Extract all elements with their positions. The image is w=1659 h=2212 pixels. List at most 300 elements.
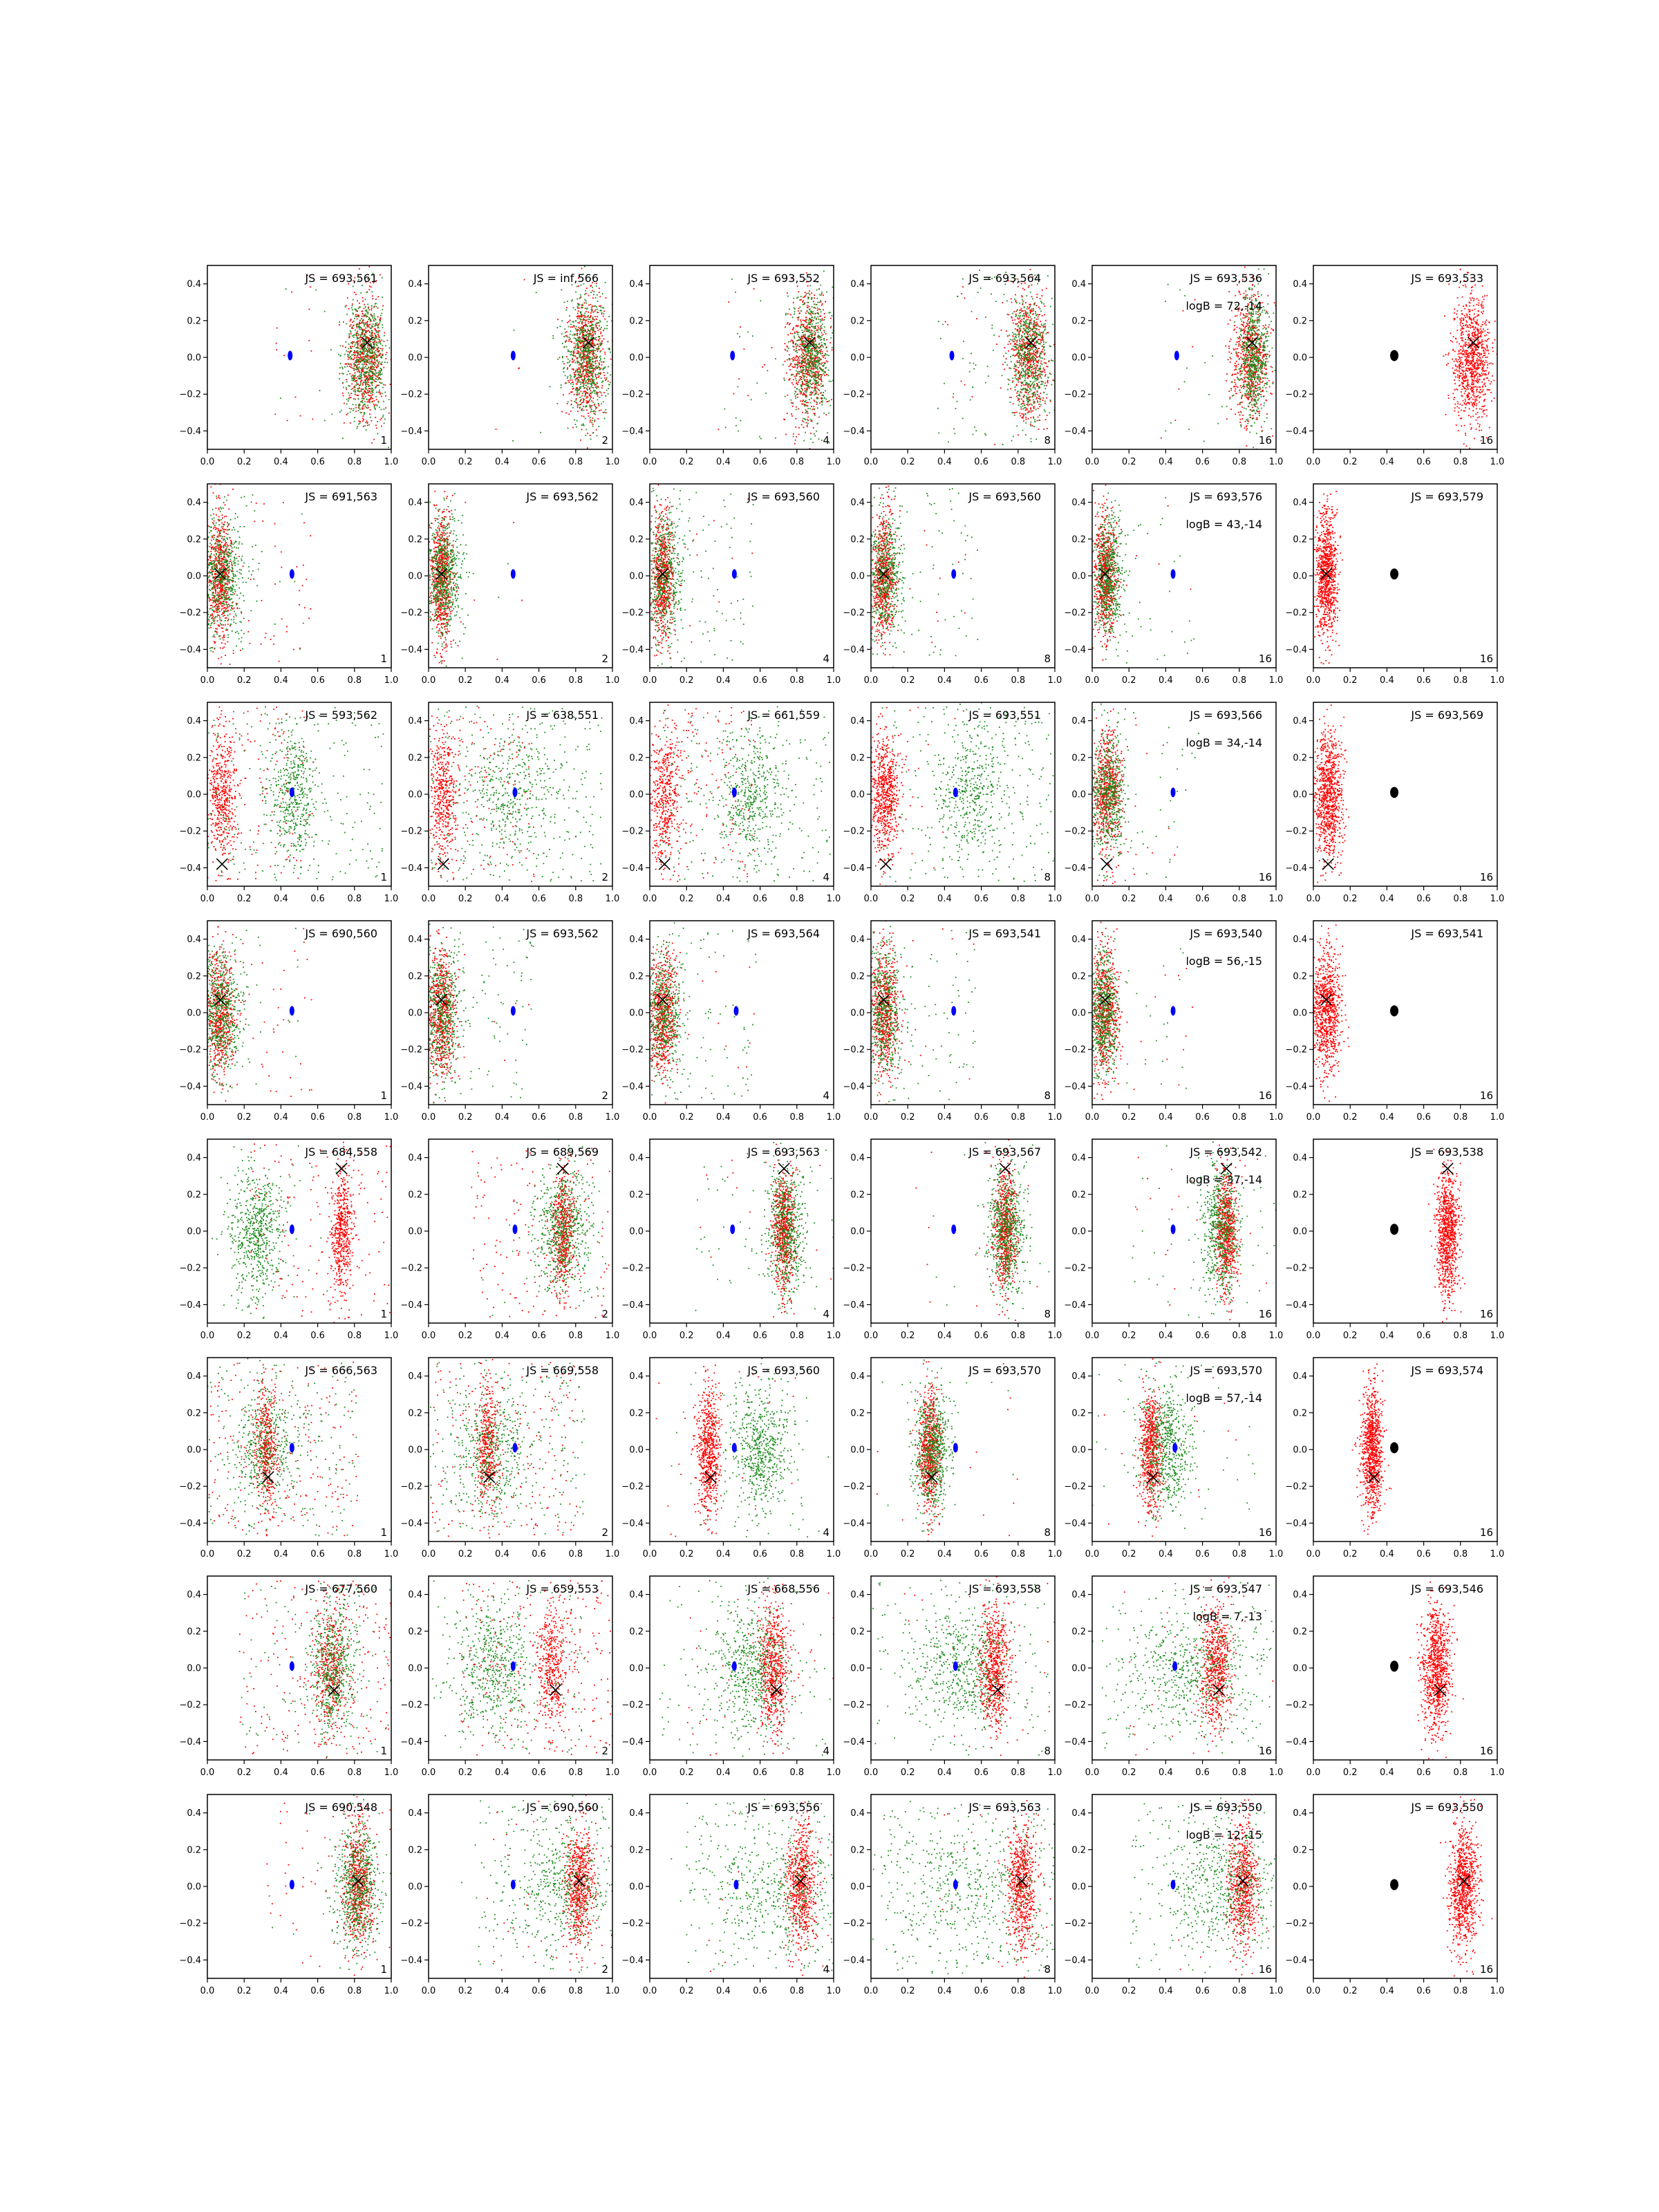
- green-point: [583, 366, 585, 367]
- red-point: [593, 387, 594, 388]
- green-point: [366, 309, 367, 310]
- green-point: [824, 343, 825, 344]
- green-point: [589, 353, 590, 355]
- red-point: [1029, 411, 1030, 412]
- green-point: [359, 407, 360, 409]
- green-point: [575, 400, 577, 401]
- green-point: [796, 375, 797, 376]
- red-point: [1018, 371, 1019, 372]
- red-point: [572, 359, 573, 360]
- green-point: [586, 355, 588, 356]
- green-point: [372, 316, 373, 317]
- green-point: [561, 384, 562, 386]
- red-point: [1018, 367, 1019, 368]
- red-point: [791, 382, 793, 384]
- green-point: [369, 338, 371, 339]
- red-point: [807, 413, 809, 414]
- green-point: [375, 303, 376, 305]
- green-point: [823, 385, 824, 386]
- green-point: [594, 306, 596, 307]
- green-point: [379, 322, 381, 324]
- green-point: [371, 333, 372, 335]
- green-point: [793, 403, 794, 404]
- green-point: [1021, 375, 1022, 376]
- green-point: [577, 391, 578, 393]
- red-point: [375, 375, 377, 377]
- red-point: [590, 352, 591, 353]
- green-point: [368, 366, 369, 368]
- red-point: [599, 306, 600, 307]
- green-point: [590, 326, 591, 327]
- green-point: [373, 348, 375, 350]
- red-point: [592, 312, 594, 313]
- red-point: [796, 346, 798, 348]
- green-point: [603, 368, 604, 370]
- green-point: [589, 357, 590, 359]
- red-point: [357, 319, 358, 320]
- green-point: [366, 388, 368, 390]
- red-point: [807, 405, 809, 406]
- red-point: [567, 403, 568, 404]
- green-point: [812, 306, 813, 308]
- green-point: [372, 385, 373, 386]
- green-point: [592, 358, 594, 359]
- green-point: [565, 332, 566, 333]
- red-point: [1033, 326, 1034, 328]
- red-point: [382, 306, 384, 307]
- red-point: [787, 322, 789, 324]
- green-point: [584, 395, 585, 397]
- red-point: [821, 376, 822, 377]
- red-point: [813, 301, 814, 302]
- red-point: [1049, 373, 1051, 374]
- green-point: [584, 294, 585, 295]
- green-point: [589, 383, 590, 384]
- green-point: [816, 290, 818, 291]
- red-point: [590, 304, 591, 306]
- green-point: [577, 342, 579, 344]
- blue-marker: [288, 350, 292, 360]
- green-point: [353, 375, 355, 377]
- green-point: [363, 366, 364, 367]
- green-point: [584, 387, 585, 388]
- green-point: [353, 341, 355, 343]
- green-point: [367, 303, 368, 305]
- green-point: [805, 328, 806, 330]
- panel-label: 2: [601, 434, 608, 447]
- green-point: [1023, 362, 1024, 363]
- red-point: [362, 316, 363, 317]
- green-point: [357, 326, 358, 327]
- red-point: [588, 386, 589, 388]
- red-point: [585, 293, 587, 294]
- green-point: [820, 309, 821, 310]
- red-point: [1023, 396, 1024, 397]
- green-point: [599, 357, 601, 358]
- green-point: [608, 388, 609, 389]
- red-point: [807, 305, 809, 306]
- red-point: [822, 351, 823, 353]
- red-point: [579, 316, 581, 317]
- green-point: [351, 379, 353, 381]
- red-point: [1044, 369, 1045, 371]
- red-point: [1021, 417, 1022, 418]
- red-point: [1046, 397, 1047, 399]
- green-point: [372, 373, 373, 375]
- green-point: [584, 348, 585, 350]
- green-point: [588, 383, 589, 384]
- green-point: [370, 328, 371, 329]
- red-point: [372, 401, 373, 402]
- red-point: [830, 318, 832, 319]
- green-point: [810, 402, 812, 404]
- green-point: [580, 348, 581, 349]
- green-point: [368, 424, 370, 426]
- green-point: [346, 374, 348, 375]
- green-point: [805, 328, 806, 329]
- green-point: [343, 387, 344, 388]
- green-point: [377, 347, 379, 348]
- red-point: [581, 415, 583, 417]
- red-point: [592, 354, 594, 355]
- red-point: [581, 391, 582, 393]
- red-point: [800, 393, 801, 395]
- green-point: [382, 387, 384, 388]
- green-point: [809, 388, 810, 389]
- red-point: [1011, 298, 1012, 299]
- green-point: [568, 359, 569, 360]
- red-point: [807, 402, 809, 403]
- red-point: [800, 378, 801, 379]
- green-point: [346, 404, 348, 405]
- y-tick-label: 0.2: [187, 316, 201, 326]
- green-point: [1044, 353, 1046, 354]
- green-point: [808, 382, 809, 384]
- green-point: [346, 341, 347, 343]
- green-point: [366, 368, 367, 370]
- green-point: [782, 364, 784, 366]
- green-point: [580, 371, 581, 372]
- green-point: [365, 314, 366, 315]
- green-point: [592, 411, 594, 412]
- red-point: [1029, 396, 1031, 397]
- green-point: [821, 335, 823, 337]
- red-point: [599, 375, 600, 377]
- green-point: [825, 368, 826, 369]
- green-point: [1042, 346, 1044, 348]
- red-point: [1013, 323, 1014, 324]
- green-point: [592, 353, 594, 354]
- green-point: [590, 332, 591, 334]
- green-point: [349, 335, 350, 337]
- red-point: [1023, 313, 1024, 315]
- red-point: [815, 358, 816, 359]
- green-point: [775, 358, 776, 359]
- red-point: [1016, 396, 1018, 397]
- green-point: [357, 332, 358, 334]
- green-point: [576, 330, 577, 331]
- green-point: [1036, 328, 1038, 330]
- red-point: [599, 338, 601, 339]
- green-point: [1035, 311, 1036, 312]
- green-point: [342, 438, 344, 439]
- red-point: [366, 402, 368, 403]
- y-tick-label: 0.0: [629, 353, 644, 364]
- green-point: [595, 411, 597, 413]
- red-point: [377, 364, 379, 366]
- green-point: [812, 442, 814, 443]
- red-point: [603, 338, 605, 339]
- green-point: [514, 330, 515, 331]
- red-point: [1034, 392, 1035, 393]
- red-point: [601, 335, 603, 337]
- red-point: [359, 421, 361, 422]
- green-point: [347, 366, 348, 367]
- green-point: [1040, 384, 1042, 385]
- green-point: [578, 339, 579, 341]
- red-point: [1032, 425, 1033, 427]
- red-point: [568, 321, 570, 322]
- red-point: [789, 354, 790, 355]
- red-point: [603, 316, 604, 317]
- green-point: [375, 326, 376, 327]
- red-point: [794, 366, 796, 368]
- red-point: [1037, 400, 1038, 402]
- green-point: [817, 368, 818, 370]
- red-point: [797, 397, 798, 398]
- green-point: [382, 350, 383, 351]
- red-point: [810, 313, 812, 315]
- green-point: [805, 400, 807, 402]
- red-point: [1043, 326, 1044, 327]
- red-point: [818, 371, 820, 372]
- red-point: [1047, 332, 1048, 333]
- green-point: [809, 356, 810, 357]
- green-point: [365, 379, 366, 381]
- red-point: [817, 366, 818, 367]
- green-point: [811, 397, 812, 399]
- green-point: [800, 367, 801, 368]
- red-point: [575, 346, 577, 347]
- red-point: [823, 357, 824, 358]
- green-point: [812, 350, 814, 352]
- green-point: [1033, 426, 1035, 427]
- green-point: [814, 328, 815, 329]
- green-point: [808, 360, 809, 362]
- red-point: [1022, 413, 1023, 415]
- green-point: [1020, 348, 1021, 349]
- green-point: [588, 337, 589, 338]
- red-point: [567, 322, 568, 324]
- red-point: [363, 419, 364, 420]
- red-point: [1045, 374, 1047, 375]
- red-point: [796, 382, 797, 384]
- green-point: [794, 333, 796, 335]
- green-point: [360, 358, 362, 359]
- red-point: [585, 317, 587, 318]
- red-point: [1023, 403, 1024, 404]
- red-point: [821, 305, 823, 306]
- green-point: [808, 368, 809, 369]
- green-point: [788, 348, 789, 349]
- red-point: [559, 357, 561, 358]
- red-point: [371, 383, 373, 384]
- green-point: [803, 375, 805, 377]
- green-point: [358, 326, 359, 328]
- red-point: [800, 344, 801, 345]
- green-point: [598, 322, 599, 324]
- green-point: [597, 374, 599, 375]
- red-point: [577, 407, 579, 409]
- green-point: [378, 332, 379, 333]
- green-point: [378, 327, 379, 328]
- green-point: [814, 394, 815, 395]
- red-point: [342, 393, 344, 394]
- red-point: [789, 364, 791, 366]
- green-point: [805, 358, 806, 359]
- green-point: [354, 350, 355, 352]
- green-point: [1015, 371, 1016, 373]
- green-point: [351, 375, 353, 377]
- green-point: [364, 324, 365, 326]
- red-point: [821, 379, 822, 381]
- green-point: [371, 330, 373, 331]
- red-point: [1042, 332, 1044, 334]
- red-point: [805, 312, 807, 314]
- green-point: [1040, 333, 1041, 335]
- subplot-r1-c4: [843, 265, 1062, 467]
- green-point: [565, 341, 566, 343]
- green-point: [822, 365, 823, 366]
- green-point: [808, 292, 809, 294]
- green-point: [583, 341, 584, 343]
- green-point: [356, 359, 357, 361]
- green-point: [376, 322, 377, 324]
- red-point: [1042, 335, 1043, 336]
- green-point: [971, 353, 972, 355]
- green-point: [1019, 303, 1020, 304]
- red-point: [798, 362, 799, 363]
- green-point: [577, 370, 578, 371]
- red-point: [1009, 314, 1010, 315]
- green-point: [818, 319, 819, 320]
- red-point: [1036, 366, 1038, 368]
- green-point: [1022, 336, 1023, 337]
- red-point: [818, 417, 820, 418]
- red-point: [362, 418, 364, 420]
- green-point: [821, 386, 823, 387]
- red-point: [379, 341, 380, 343]
- green-point: [364, 393, 365, 395]
- red-point: [794, 359, 796, 361]
- green-point: [1027, 390, 1028, 391]
- red-point: [1038, 307, 1040, 308]
- green-point: [574, 401, 575, 402]
- red-point: [365, 328, 366, 329]
- red-point: [584, 354, 585, 355]
- green-point: [567, 337, 568, 338]
- green-point: [577, 361, 578, 362]
- green-point: [589, 406, 590, 407]
- red-point: [1033, 376, 1034, 377]
- green-point: [827, 355, 828, 356]
- green-point: [603, 380, 604, 382]
- green-point: [579, 305, 580, 306]
- green-point: [353, 354, 355, 355]
- green-point: [818, 347, 820, 348]
- red-point: [1042, 371, 1044, 373]
- red-point: [798, 427, 800, 429]
- green-point: [581, 336, 583, 337]
- green-point: [816, 388, 818, 389]
- green-point: [971, 311, 973, 312]
- green-point: [602, 307, 603, 308]
- red-point: [376, 385, 377, 386]
- green-point: [810, 338, 812, 339]
- green-point: [365, 334, 366, 335]
- red-point: [1018, 321, 1020, 323]
- green-point: [584, 330, 585, 331]
- red-point: [345, 364, 346, 365]
- red-point: [794, 349, 795, 350]
- red-point: [1036, 297, 1038, 298]
- green-point: [353, 391, 355, 392]
- red-point: [792, 406, 794, 407]
- x-tick-label: 1.0: [606, 457, 620, 467]
- red-point: [785, 343, 786, 344]
- red-point: [570, 391, 572, 393]
- red-point: [1038, 429, 1040, 430]
- green-point: [591, 328, 592, 330]
- green-point: [585, 335, 587, 337]
- green-point: [372, 382, 373, 383]
- green-point: [583, 381, 585, 382]
- green-point: [822, 324, 823, 325]
- green-point: [371, 382, 373, 383]
- red-point: [1031, 411, 1032, 413]
- red-point: [359, 268, 360, 270]
- red-point: [599, 325, 600, 326]
- green-point: [388, 399, 390, 400]
- green-point: [348, 385, 349, 386]
- green-point: [362, 330, 364, 331]
- red-point: [1036, 361, 1038, 362]
- red-point: [577, 307, 579, 308]
- red-point: [728, 301, 729, 303]
- red-point: [1040, 339, 1042, 341]
- green-point: [364, 361, 365, 362]
- green-point: [590, 398, 591, 400]
- red-point: [575, 402, 577, 403]
- green-point: [599, 328, 601, 330]
- red-point: [604, 319, 606, 320]
- red-point: [789, 366, 790, 367]
- green-point: [355, 391, 356, 393]
- green-point: [1024, 333, 1025, 335]
- red-point: [1032, 372, 1033, 373]
- green-point: [371, 291, 373, 292]
- red-point: [1018, 400, 1019, 401]
- red-point: [1025, 364, 1027, 366]
- green-point: [816, 319, 817, 320]
- red-point: [590, 373, 592, 375]
- green-point: [740, 420, 741, 422]
- green-point: [1038, 374, 1040, 375]
- green-point: [811, 315, 812, 316]
- red-point: [366, 364, 367, 365]
- red-point: [356, 335, 357, 337]
- red-point: [1038, 315, 1040, 316]
